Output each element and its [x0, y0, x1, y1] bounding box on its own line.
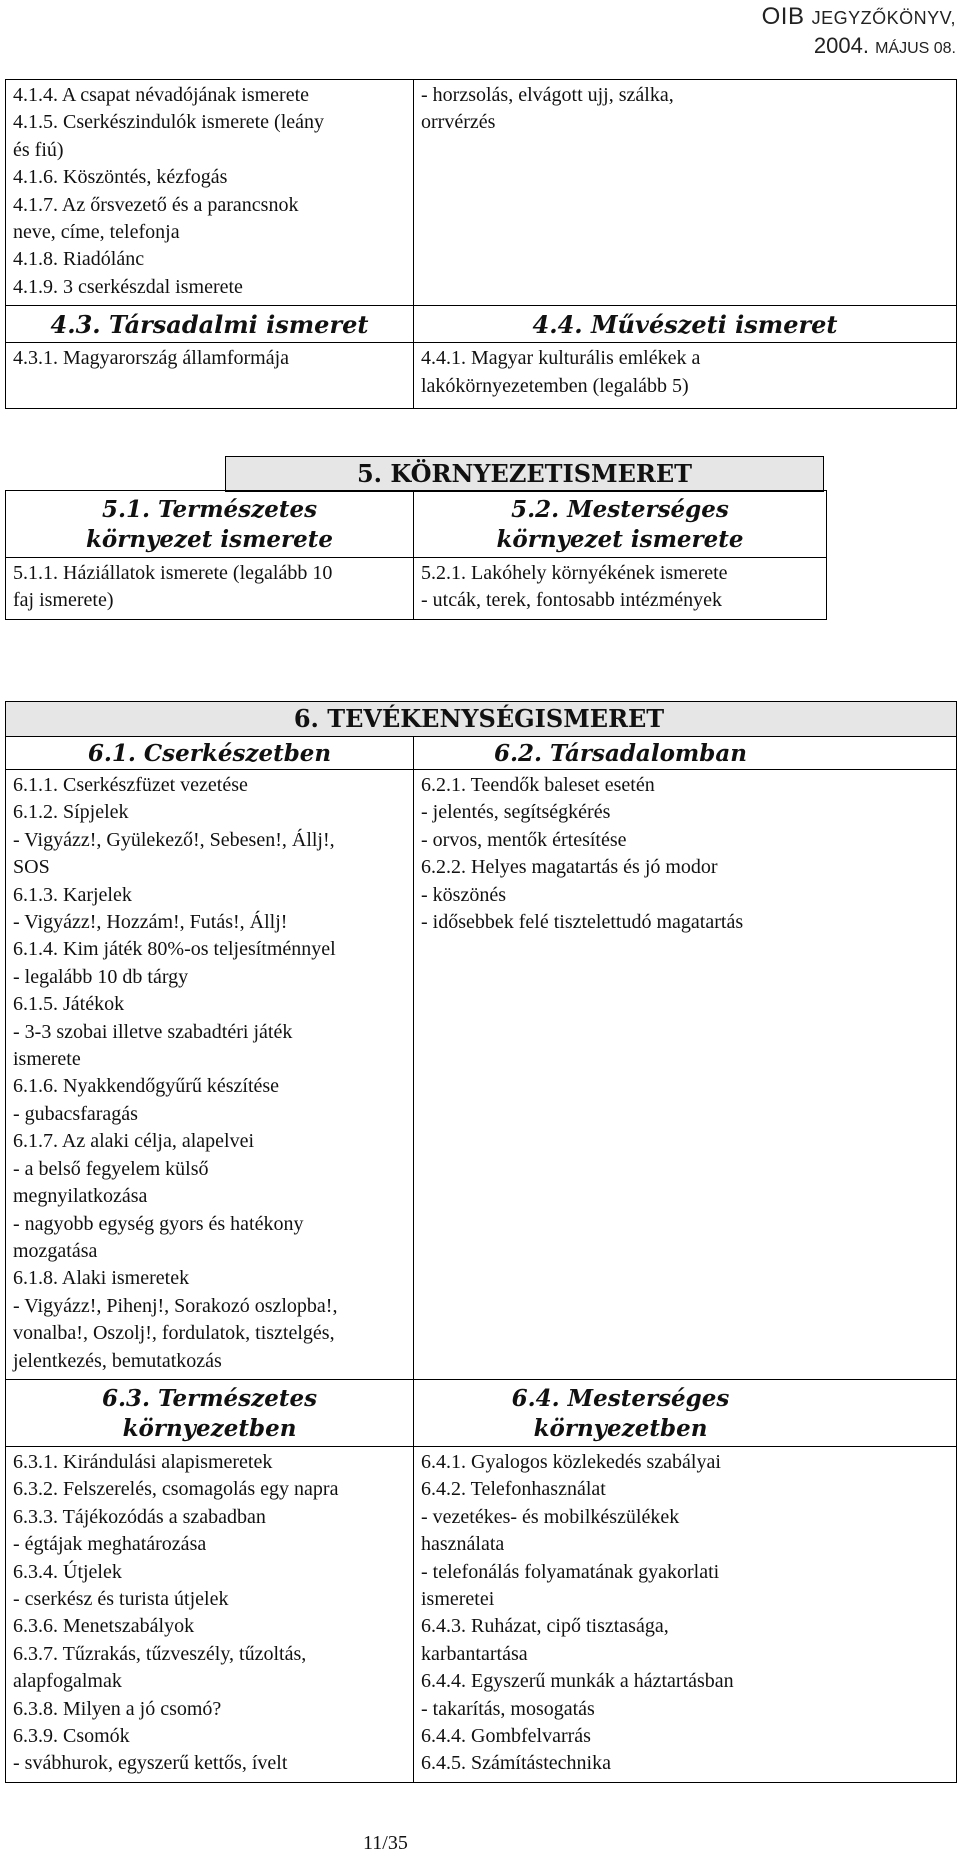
- text-line: - idősebbek felé tisztelettudó magatartás: [421, 911, 744, 934]
- text-line: 6.3. Természetes: [101, 1384, 318, 1412]
- text-line: 5.1. Természetes: [101, 496, 318, 523]
- text-line: - takarítás, mosogatás: [421, 1697, 595, 1720]
- text-line: 4.3.1. Magyarország államformája: [13, 347, 290, 370]
- text-line: 4.1.9. 3 cserkészdal ismerete: [13, 275, 243, 298]
- text-line: 6.4. Mesterséges: [511, 1384, 730, 1412]
- text-line: ismeretei: [421, 1587, 495, 1610]
- section-4-table: [5, 79, 957, 409]
- text-line: 5.2. Mesterséges: [511, 496, 729, 523]
- table6-heading-3: [6, 1379, 414, 1446]
- text-line: ismerete: [13, 1048, 81, 1071]
- text-line: 6.3.2. Felszerelés, csomagolás egy napra: [13, 1478, 339, 1501]
- text-line: - horzsolás, elvágott ujj, szálka,: [421, 84, 674, 106]
- page-header: [762, 2, 956, 62]
- text-line: és fiú): [13, 138, 64, 161]
- text-line: környezet ismerete: [85, 526, 334, 553]
- text-line: - telefonálás folyamatának gyakorlati: [421, 1560, 720, 1583]
- table4-heading-right: 4.4. Művészeti ismeret: [414, 306, 957, 343]
- text-line: neve, címe, telefonja: [13, 221, 180, 244]
- text-line: 6.1.2. Sípjelek: [13, 801, 129, 824]
- text-line: 6.1.3. Karjelek: [13, 883, 132, 906]
- text-line: 4.1.8. Riadólánc: [13, 248, 145, 271]
- text-line: - a belső fegyelem külső: [13, 1157, 209, 1180]
- text-line: - cserkész és turista útjelek: [13, 1587, 229, 1610]
- text-line: 6.4.1. Gyalogos közlekedés szabályai: [421, 1450, 721, 1473]
- text-line: környezetben: [533, 1414, 708, 1442]
- text-line: 6.3.4. Útjelek: [13, 1560, 122, 1583]
- text-line: környezetben: [122, 1414, 297, 1442]
- text-line: 6.1.1. Cserkészfüzet vezetése: [13, 774, 248, 796]
- text-line: 6.1.4. Kim játék 80%-os teljesítménnyel: [13, 938, 336, 961]
- text-line: 4.1.5. Cserkészindulók ismerete (leány: [13, 111, 325, 134]
- text-line: 6.2.1. Teendők baleset esetén: [421, 774, 655, 796]
- text-line: - nagyobb egység gyors és hatékony: [13, 1212, 304, 1235]
- table4-bottom-left: [6, 343, 414, 409]
- text-line: - jelentés, segítségkérés: [421, 801, 611, 824]
- text-line: - utcák, terek, fontosabb intézmények: [421, 589, 722, 612]
- text-line: karbantartása: [421, 1642, 528, 1665]
- table6-cell-1: [6, 770, 414, 1380]
- text-line: 5.2.1. Lakóhely környékének ismerete: [421, 562, 728, 584]
- text-line: 6.4.4. Egyszerű munkák a háztartásban: [421, 1670, 734, 1693]
- table4-right-cell: [414, 80, 957, 306]
- table6-heading-2: 6.2. Társadalomban: [414, 737, 957, 770]
- text-line: 6.1.8. Alaki ismeretek: [13, 1267, 190, 1290]
- table6-heading-4: [414, 1379, 957, 1446]
- text-line: 4.4.1. Magyar kulturális emlékek a: [421, 347, 701, 370]
- text-line: 6.4.3. Ruházat, cipő tisztasága,: [421, 1615, 669, 1638]
- section-5-title: 5. KÖRNYEZETISMERET: [226, 457, 824, 492]
- table6-heading-1: 6.1. Cserkészetben: [6, 737, 414, 770]
- table4-left-cell: [6, 80, 414, 306]
- text-line: 6.4.4. Gombfelvarrás: [421, 1725, 591, 1747]
- section-6-title: 6. TEVÉKENYSÉGISMERET: [6, 702, 957, 737]
- section-5-body: [5, 490, 827, 620]
- table5-right-cell: [414, 558, 827, 620]
- text-line: - Vigyázz!, Hozzám!, Futás!, Állj!: [13, 911, 288, 934]
- text-line: jelentkezés, bemutatkozás: [13, 1349, 222, 1372]
- text-line: - 3-3 szobai illetve szabadtéri játék: [13, 1020, 293, 1043]
- text-line: 5.1.1. Háziállatok ismerete (legalább 10: [13, 562, 333, 584]
- text-line: 6.1.5. Játékok: [13, 993, 125, 1016]
- text-line: 4.1.7. Az őrsvezető és a parancsnok: [13, 193, 299, 216]
- text-line: 6.3.3. Tájékozódás a szabadban: [13, 1505, 266, 1528]
- text-line: lakókörnyezetemben (legalább 5): [421, 374, 689, 397]
- text-line: - vezetékes- és mobilkészülékek: [421, 1505, 680, 1528]
- text-line: környezet ismerete: [496, 526, 744, 553]
- text-line: megnyilatkozása: [13, 1185, 148, 1208]
- table4-bottom-right: [414, 343, 957, 409]
- text-line: 4.1.4. A csapat névadójának ismerete: [13, 84, 310, 106]
- text-line: SOS: [13, 856, 50, 879]
- text-line: 6.1.6. Nyakkendőgyűrű készítése: [13, 1075, 280, 1098]
- section-5-table: [225, 456, 824, 492]
- text-line: 6.3.1. Kirándulási alapismeretek: [13, 1450, 273, 1473]
- text-line: faj ismerete): [13, 589, 114, 612]
- table5-heading-left: [6, 491, 414, 558]
- text-line: - gubacsfaragás: [13, 1102, 138, 1125]
- text-line: orrvérzés: [421, 111, 496, 134]
- text-line: - svábhurok, egyszerű kettős, ívelt: [13, 1752, 288, 1775]
- text-line: mozgatása: [13, 1239, 98, 1262]
- text-line: - Vigyázz!, Gyülekező!, Sebesen!, Állj!,: [13, 828, 335, 851]
- table6-cell-4: [414, 1446, 957, 1782]
- text-line: - köszönés: [421, 883, 506, 906]
- header-line-2: 2004. MÁJUS 08.: [813, 33, 956, 58]
- text-line: 6.1.7. Az alaki célja, alapelvei: [13, 1130, 255, 1153]
- section-6-table: [5, 701, 957, 1783]
- text-line: 6.3.9. Csomók: [13, 1725, 130, 1747]
- text-line: 6.4.5. Számítástechnika: [421, 1752, 611, 1775]
- table6-cell-3: [6, 1446, 414, 1782]
- text-line: 6.4.2. Telefonhasználat: [421, 1478, 606, 1501]
- text-line: vonalba!, Oszolj!, fordulatok, tisztelgés,: [13, 1322, 335, 1345]
- table6-cell-2: [414, 770, 957, 1380]
- text-line: 6.2.2. Helyes magatartás és jó modor: [421, 856, 718, 879]
- table4-heading-left: 4.3. Társadalmi ismeret: [6, 306, 414, 343]
- text-line: 6.3.8. Milyen a jó csomó?: [13, 1697, 222, 1720]
- text-line: 4.1.6. Köszöntés, kézfogás: [13, 166, 228, 189]
- page-number: 11/35: [363, 1832, 408, 1854]
- text-line: alapfogalmak: [13, 1670, 122, 1693]
- text-line: - orvos, mentők értesítése: [421, 828, 627, 851]
- text-line: 6.3.7. Tűzrakás, tűzveszély, tűzoltás,: [13, 1642, 307, 1665]
- table5-heading-right: [414, 491, 827, 558]
- text-line: 6.3.6. Menetszabályok: [13, 1615, 195, 1638]
- text-line: használata: [421, 1533, 505, 1556]
- table5-left-cell: [6, 558, 414, 620]
- text-line: - égtájak meghatározása: [13, 1533, 207, 1556]
- text-line: - legalább 10 db tárgy: [13, 965, 189, 988]
- header-line-1: OIB JEGYZŐKÖNYV,: [761, 3, 956, 30]
- text-line: - Vigyázz!, Pihenj!, Sorakozó oszlopba!,: [13, 1294, 338, 1317]
